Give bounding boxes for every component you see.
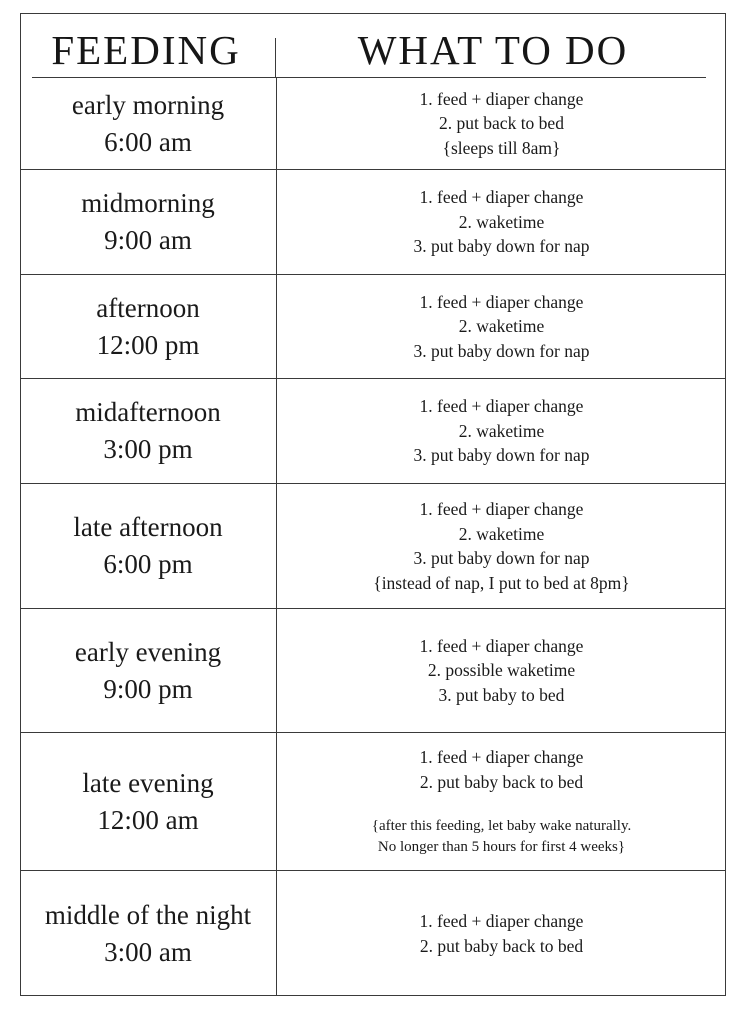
header-divider <box>275 38 276 78</box>
tasks-cell <box>276 379 726 483</box>
feeding-time: 9:00 am <box>104 225 192 255</box>
feeding-time-cell <box>20 275 276 378</box>
task-note: No longer than 5 hours for first 4 weeks} <box>377 839 626 855</box>
task-item: 2. waketime <box>458 523 545 544</box>
feeding-period: late afternoon <box>73 512 223 542</box>
tasks-cell <box>276 275 726 378</box>
task-item: 1. feed + diaper change <box>419 396 584 417</box>
task-item: 2. waketime <box>458 316 545 337</box>
feeding-time-cell <box>20 871 276 996</box>
tasks-cell <box>276 78 726 169</box>
task-item: 2. waketime <box>458 420 545 441</box>
task-item: 3. put baby down for nap <box>413 236 590 257</box>
feeding-period: afternoon <box>96 292 200 323</box>
task-item: 3. put baby down for nap <box>413 548 590 568</box>
schedule-row-late-afternoon <box>20 483 726 608</box>
what-to-do-column-header: WHAT TO DO <box>357 27 629 73</box>
task-item: 3. put baby down for nap <box>413 340 590 361</box>
feeding-time: 9:00 pm <box>103 673 193 704</box>
tasks-cell <box>276 484 726 608</box>
feeding-time-cell <box>20 484 276 608</box>
task-item: 1. feed + diaper change <box>419 635 584 656</box>
feeding-period: midmorning <box>81 188 215 218</box>
task-item: 2. put baby back to bed <box>419 771 584 792</box>
task-item: 1. feed + diaper change <box>419 291 584 312</box>
tasks-cell <box>276 733 726 870</box>
tasks-cell <box>276 871 726 996</box>
schedule-row-afternoon <box>20 274 726 378</box>
task-note: {instead of nap, I put to bed at 8pm} <box>373 572 630 593</box>
schedule-row-midafternoon <box>20 378 726 483</box>
schedule-row-midmorning <box>20 169 726 274</box>
feeding-time: 12:00 pm <box>96 329 200 360</box>
task-item: 1. feed + diaper change <box>419 88 584 109</box>
feeding-time: 6:00 pm <box>103 549 193 579</box>
feeding-column-header: FEEDING <box>51 27 241 73</box>
task-item: 1. feed + diaper change <box>419 187 584 208</box>
task-note: {sleeps till 8am} <box>442 137 561 158</box>
feeding-time: 3:00 pm <box>103 434 193 464</box>
tasks-cell <box>276 609 726 732</box>
task-item: 2. waketime <box>458 211 545 232</box>
feeding-time: 6:00 am <box>104 126 192 157</box>
feeding-time-cell <box>20 78 276 169</box>
task-note: {after this feeding, let baby wake naturally. <box>371 818 632 834</box>
task-item: 3. put baby down for nap <box>413 445 590 466</box>
task-item: 2. possible waketime <box>427 660 576 681</box>
tasks-cell <box>276 170 726 274</box>
schedule-row-early-evening <box>20 608 726 732</box>
feeding-time-cell <box>20 733 276 870</box>
task-item: 2. put baby back to bed <box>419 935 584 956</box>
task-item: 1. feed + diaper change <box>419 499 584 519</box>
task-item: 3. put baby to bed <box>438 684 565 705</box>
feeding-time-cell <box>20 379 276 483</box>
feeding-time: 3:00 am <box>104 936 192 967</box>
feeding-time: 12:00 am <box>97 804 199 835</box>
feeding-period: middle of the night <box>44 899 252 930</box>
feeding-time-cell <box>20 609 276 732</box>
feeding-period: midafternoon <box>75 397 221 427</box>
schedule-row-early-morning <box>20 78 726 169</box>
feeding-period: early evening <box>74 636 222 667</box>
feeding-period: late evening <box>82 767 214 798</box>
schedule-row-late-evening <box>20 732 726 870</box>
feeding-period: early morning <box>71 89 225 120</box>
feeding-time-cell <box>20 170 276 274</box>
task-item: 2. put back to bed <box>439 113 564 134</box>
task-item: 1. feed + diaper change <box>419 747 584 767</box>
schedule-row-middle-of-the-night <box>20 870 726 996</box>
task-item: 1. feed + diaper change <box>419 911 584 931</box>
